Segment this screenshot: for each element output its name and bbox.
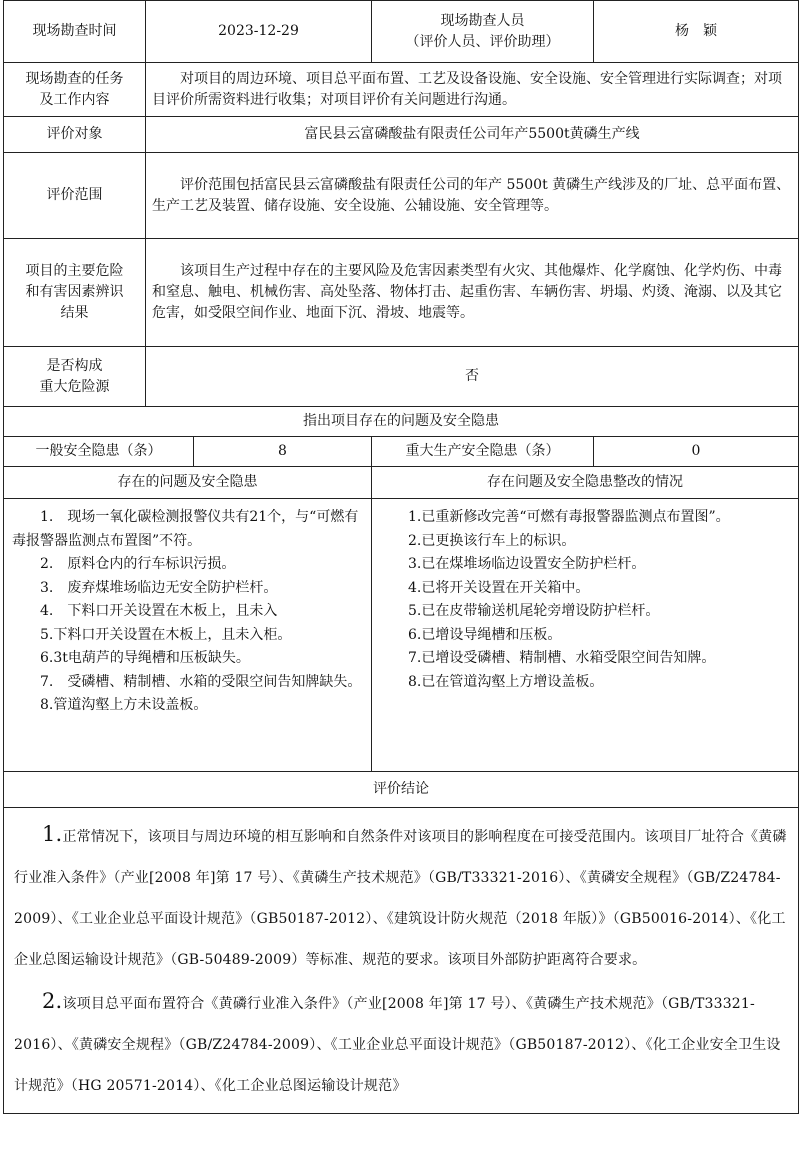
object-label: 评价对象	[4, 117, 146, 153]
row-issues-subheader	[4, 467, 799, 499]
conclusion-1-text: 正常情况下，该项目与周边环境的相互影响和自然条件对该项目的影响程度在可接受范围内。该项目厂址符合《黄磷行业准入条件》（产业[2008 年]第 17 号）、《黄磷生产技术规范》（GB/T33321-2016）、《黄磷安全规程》（GB/Z24784-2009）、《工业企业总平面设计规范》（GB50187-2012）、《建筑设计防火规范（2018 年版）》（GB50016-2014）、《化工企业总图运输设计规范》（GB-50489-2009）等标准、规范的要求。该项目外部防护距离符合要求。	[14, 829, 787, 968]
fix-item: 5.已在皮带输送机尾轮旁增设防护栏杆。	[408, 603, 660, 619]
problem-item: 6.3t电葫芦的导绳槽和压板缺失。	[40, 650, 250, 666]
survey-time-label: 现场勘查时间	[4, 1, 146, 63]
scope-label: 评价范围	[4, 153, 146, 239]
personnel-name: 杨 颖	[594, 1, 799, 63]
problem-item: 3. 废弃煤堆场临边无安全防护栏杆。	[40, 579, 278, 596]
major-hazard-label-line1: 是否构成	[46, 357, 103, 374]
major-hazard-count-label: 重大生产安全隐患（条）	[372, 437, 594, 467]
fix-item: 7.已增设受磷槽、精制槽、水箱受限空间告知牌。	[408, 650, 716, 666]
fix-item: 8.已在管道沟壑上方增设盖板。	[408, 673, 604, 690]
problem-item: 7. 受磷槽、精制槽、水箱的受限空间告知牌缺失。	[40, 673, 362, 690]
row-issues-header	[4, 407, 799, 437]
personnel-label-line2: （评价人员、评价助理）	[405, 33, 560, 50]
personnel-label	[372, 1, 594, 63]
fix-item: 1.已重新修改完善“可燃有毒报警器监测点布置图”。	[408, 509, 730, 525]
fix-item: 2.已更换该行车上的标识。	[408, 532, 576, 549]
conclusion-paragraph-1	[14, 814, 788, 981]
conclusion-header: 评价结论	[4, 772, 799, 808]
fix-item: 3.已在煤堆场临边设置安全防护栏杆。	[408, 556, 646, 572]
problems-header: 存在的问题及安全隐患	[4, 467, 372, 499]
fixes-header: 存在问题及安全隐患整改的情况	[372, 467, 799, 499]
evaluation-form	[3, 0, 800, 1114]
hazards-text: 该项目生产过程中存在的主要风险及危害因素类型有火灾、其他爆炸、化学腐蚀、化学灼伤、中毒和窒息、触电、机械伤害、高处坠落、物体打击、起重伤害、车辆伤害、坍塌、灼烫、淹溺、以及其它危害，如受限空间作业、地面下沉、滑坡、地震等。	[146, 239, 799, 347]
fix-item: 6.已增设导绳槽和压板。	[408, 626, 562, 643]
row-major-hazard	[4, 347, 799, 407]
problem-item: 5.下料口开关设置在木板上，且未入柜。	[40, 626, 292, 643]
tasks-text: 对项目的周边环境、项目总平面布置、工艺及设备设施、安全设施、安全管理进行实际调查；对项目评价所需资料进行收集；对项目评价有关问题进行沟通。	[146, 63, 799, 117]
hazards-label-line2: 和有害因素辨识	[25, 284, 124, 300]
conclusion-body	[4, 808, 799, 1114]
row-conclusion	[4, 808, 799, 1114]
problems-list	[4, 499, 372, 772]
scope-text: 评价范围包括富民县云富磷酸盐有限责任公司的年产 5500t 黄磷生产线涉及的厂址、总平面布置、生产工艺及装置、储存设施、安全设施、公辅设施、安全管理等。	[146, 153, 799, 239]
major-hazard-label-line2: 重大危险源	[39, 378, 110, 395]
conclusion-paragraph-2	[14, 981, 788, 1107]
row-tasks	[4, 63, 799, 117]
hazards-label-line3: 结果	[60, 305, 89, 321]
major-hazard-label	[4, 347, 146, 407]
major-hazard-value: 否	[146, 347, 799, 407]
row-object	[4, 117, 799, 153]
form-table	[3, 0, 799, 1114]
hazards-label-line1: 项目的主要危险	[25, 263, 124, 279]
general-hazard-count: 8	[194, 437, 372, 467]
conclusion-2-number: 2.	[42, 989, 63, 1013]
fixes-list	[372, 499, 799, 772]
row-conclusion-header	[4, 772, 799, 808]
hazards-label	[4, 239, 146, 347]
row-counts	[4, 437, 799, 467]
tasks-label-line2: 及工作内容	[39, 91, 110, 108]
problem-item: 4. 下料口开关设置在木板上，且未入	[40, 603, 278, 619]
personnel-label-line1: 现场勘查人员	[440, 12, 525, 29]
row-survey-time	[4, 1, 799, 63]
issues-header: 指出项目存在的问题及安全隐患	[4, 407, 799, 437]
problem-item: 1. 现场一氧化碳检测报警仪共有21个，与“可燃有毒报警器监测点布置图”不符。	[12, 509, 359, 549]
row-scope	[4, 153, 799, 239]
problem-item: 2. 原料仓内的行车标识污损。	[40, 556, 236, 572]
tasks-label-line1: 现场勘查的任务	[25, 70, 124, 87]
general-hazard-label: 一般安全隐患（条）	[4, 437, 194, 467]
problem-item: 8.管道沟壑上方未设盖板。	[40, 697, 208, 713]
row-hazards	[4, 239, 799, 347]
row-issues-list	[4, 499, 799, 772]
object-text: 富民县云富磷酸盐有限责任公司年产5500t黄磷生产线	[146, 117, 799, 153]
conclusion-1-number: 1.	[42, 822, 63, 846]
major-hazard-count: 0	[594, 437, 799, 467]
tasks-label	[4, 63, 146, 117]
conclusion-2-text: 该项目总平面布置符合《黄磷行业准入条件》（产业[2008 年]第 17 号）、《黄磷生产技术规范》（GB/T33321-2016）、《黄磷安全规程》（GB/Z24784-2009）、《工业企业总平面设计规范》（GB50187-2012）、《化工企业安全卫生设计规范》（HG 20571-2014）、《化工企业总图运输设计规范》	[14, 996, 781, 1094]
fix-item: 4.已将开关设置在开关箱中。	[408, 579, 590, 596]
survey-date: 2023-12-29	[146, 1, 372, 63]
